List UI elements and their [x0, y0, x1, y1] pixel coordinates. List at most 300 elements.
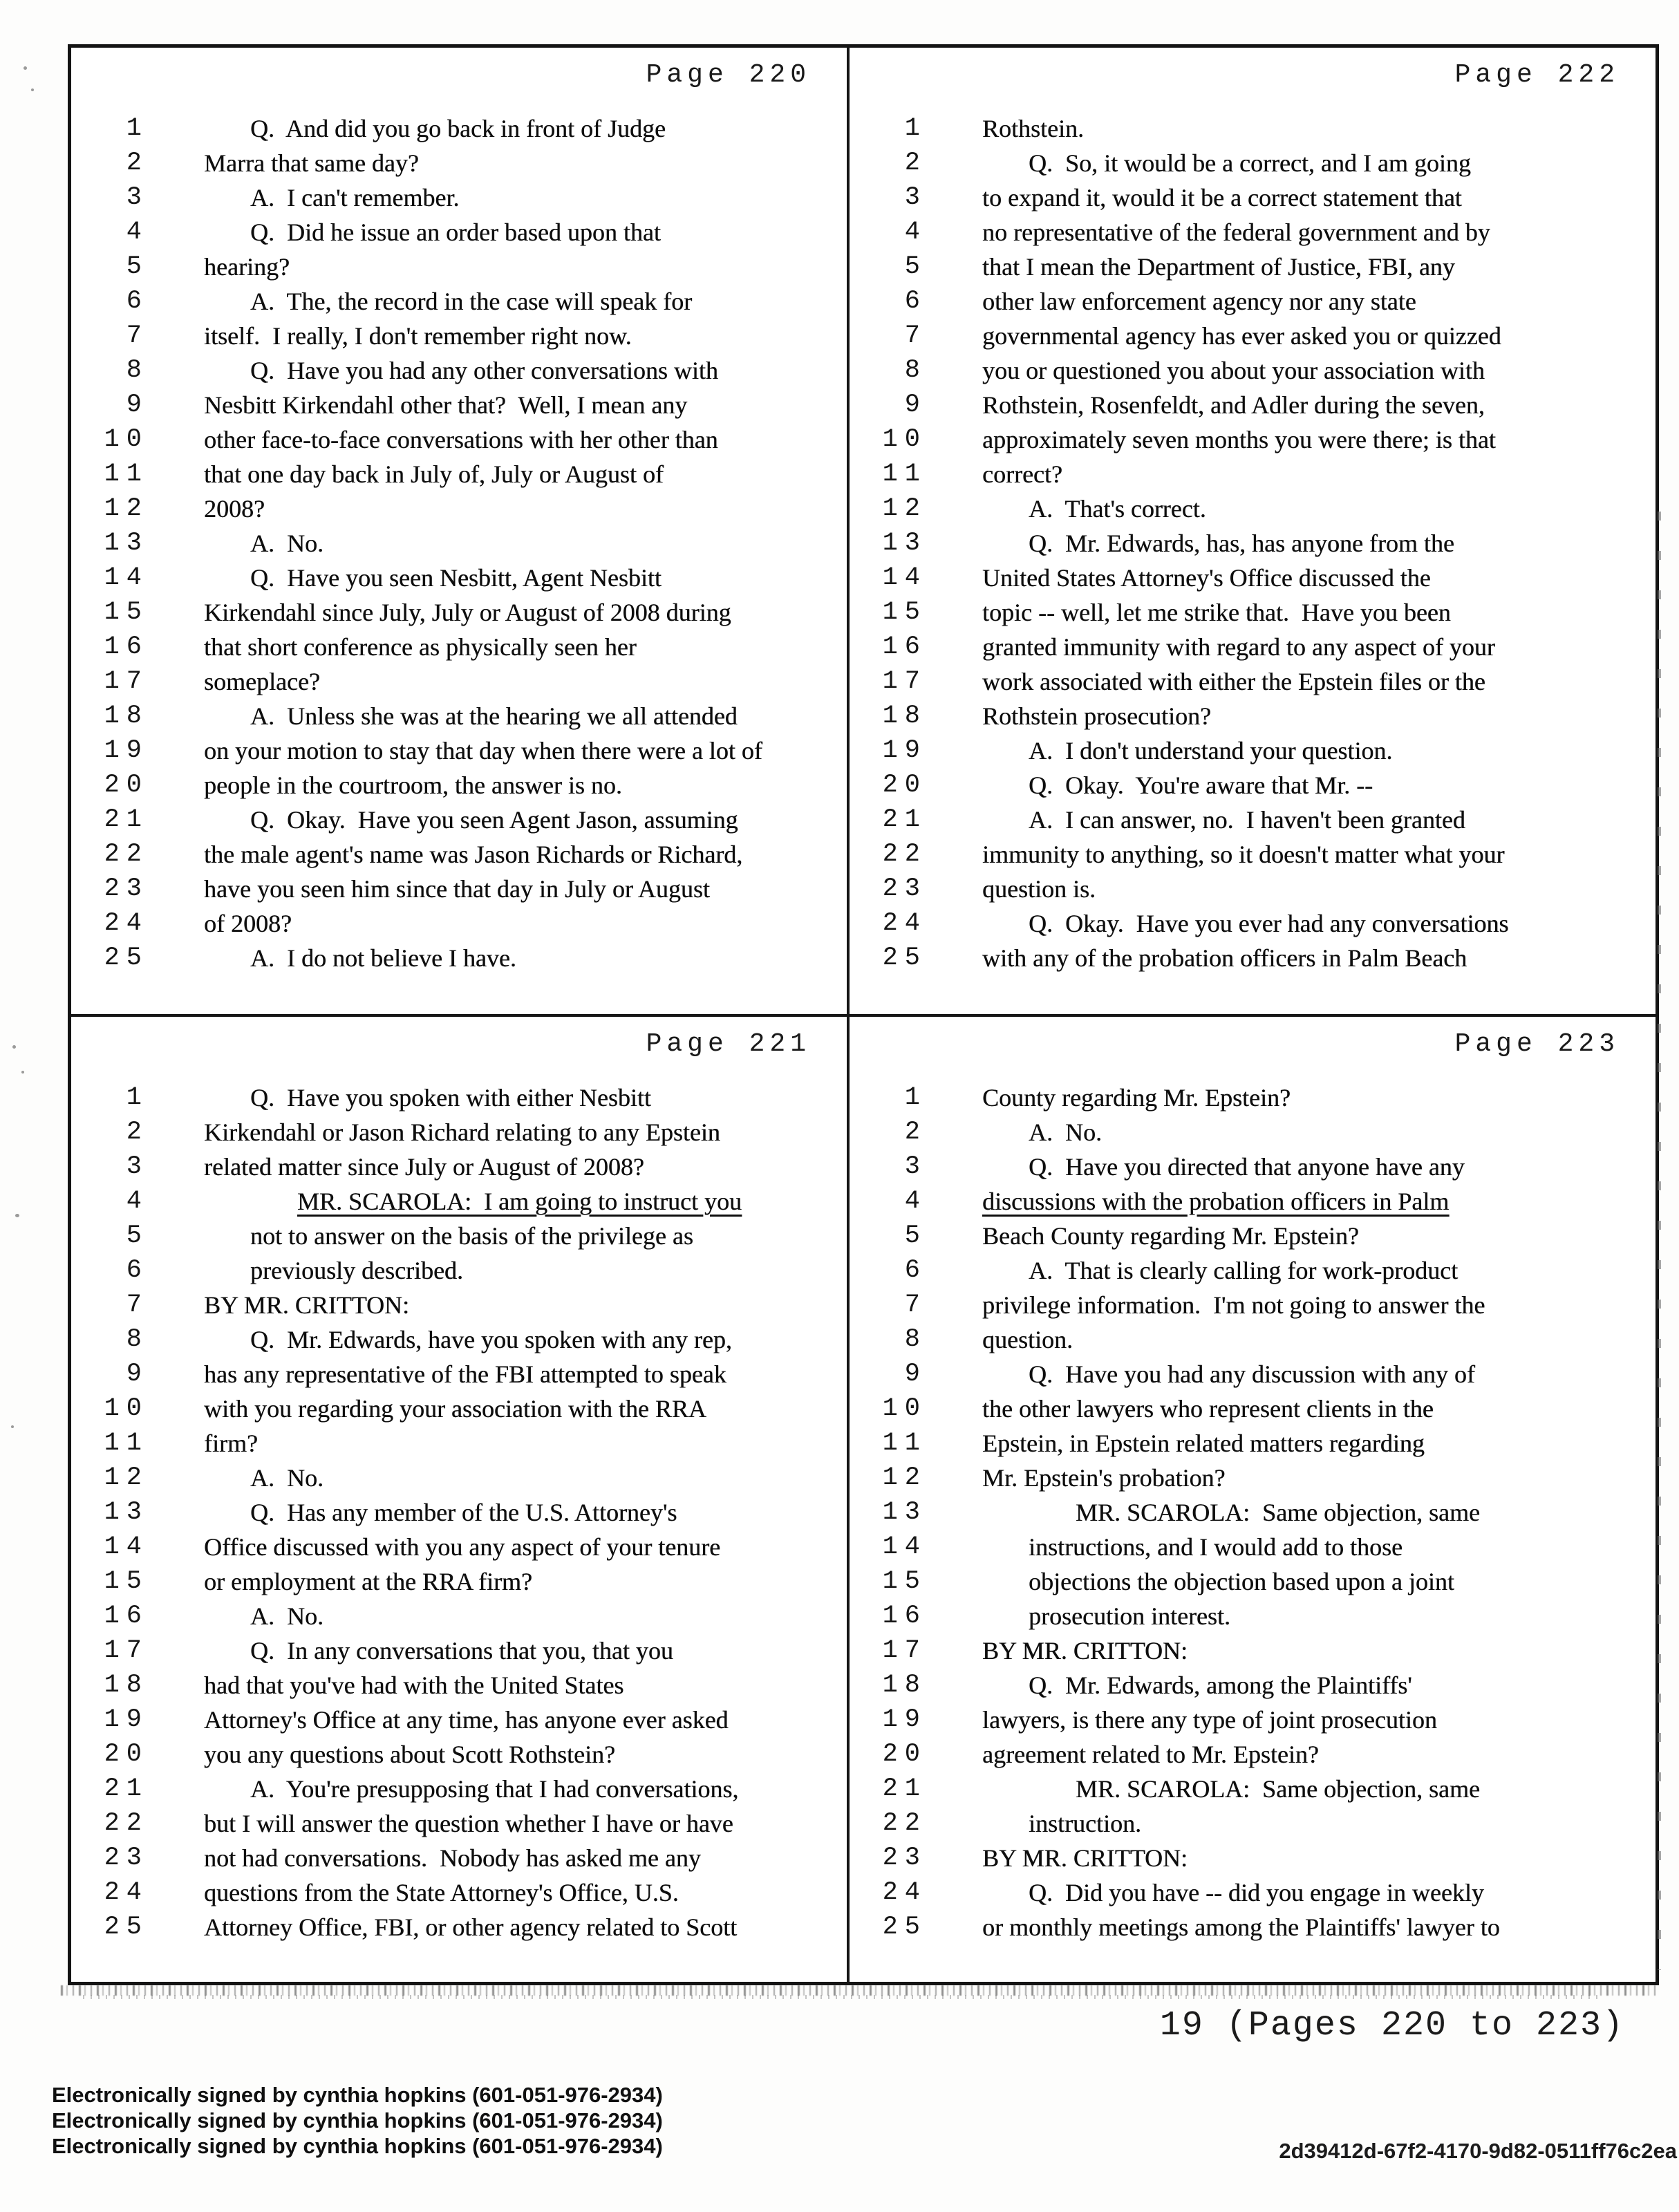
line-number: 24	[104, 909, 149, 938]
transcript-text: A. No.	[250, 1464, 323, 1492]
line-number: 21	[882, 1774, 927, 1803]
transcript-line	[850, 1184, 1655, 1219]
transcript-text: Mr. Epstein's probation?	[982, 1464, 1226, 1492]
line-number: 25	[882, 944, 927, 973]
transcript-text: objections the objection based upon a joint	[1029, 1568, 1454, 1595]
transcript-text: United States Attorney's Office discussed the	[982, 564, 1431, 592]
transcript-line	[71, 733, 847, 768]
transcript-line	[850, 1150, 1655, 1184]
line-number: 11	[882, 1429, 927, 1458]
transcript-line	[850, 803, 1655, 837]
line-number: 16	[882, 1602, 927, 1631]
scan-speck	[31, 88, 34, 91]
transcript-text: other law enforcement agency nor any state	[982, 288, 1416, 315]
transcript-line	[850, 250, 1655, 284]
transcript-line	[850, 1633, 1655, 1668]
line-number: 11	[882, 460, 927, 489]
line-number: 23	[882, 874, 927, 903]
line-number: 4	[904, 1187, 927, 1216]
line-number: 2	[126, 1118, 149, 1147]
line-number: 20	[104, 1740, 149, 1769]
transcript-line	[850, 595, 1655, 630]
transcript-text: Q. Have you seen Nesbitt, Agent Nesbitt	[250, 564, 662, 592]
line-number: 13	[882, 1498, 927, 1527]
line-number: 7	[126, 1291, 149, 1320]
transcript-line	[71, 1150, 847, 1184]
transcript-line	[850, 1772, 1655, 1806]
line-number: 3	[904, 1152, 927, 1181]
transcript-text: Rothstein, Rosenfeldt, and Adler during the seven,	[982, 391, 1485, 419]
line-number: 24	[104, 1878, 149, 1907]
transcript-text: Q. Has any member of the U.S. Attorney's	[250, 1499, 677, 1526]
transcript-line	[71, 630, 847, 664]
transcript-text: but I will answer the question whether I have or have	[204, 1810, 733, 1837]
transcript-text: A. No.	[1029, 1118, 1102, 1146]
transcript-line	[850, 1530, 1655, 1564]
line-number: 7	[904, 1291, 927, 1320]
transcript-line	[850, 526, 1655, 561]
transcript-line	[850, 1564, 1655, 1599]
transcript-text: Q. In any conversations that you, that you	[250, 1637, 673, 1665]
line-number: 7	[904, 321, 927, 350]
line-number: 9	[126, 1360, 149, 1389]
transcript-line	[850, 1668, 1655, 1703]
transcript-text: with any of the probation officers in Palm Beach	[982, 944, 1467, 972]
line-number: 23	[882, 1844, 927, 1873]
transcript-line	[71, 595, 847, 630]
transcript-line	[850, 1357, 1655, 1391]
transcript-text: of 2008?	[204, 910, 292, 937]
transcript-line	[71, 803, 847, 837]
transcript-line	[71, 1737, 847, 1772]
line-number: 17	[104, 667, 149, 696]
transcript-line	[71, 1599, 847, 1633]
transcript-page-220	[71, 48, 847, 1014]
transcript-text: on your motion to stay that day when there were a lot of	[204, 737, 762, 765]
transcript-line	[71, 1426, 847, 1461]
transcript-text: Q. Did he issue an order based upon that	[250, 218, 661, 246]
transcript-text: with you regarding your association with the RRA	[204, 1395, 706, 1423]
line-number: 16	[104, 632, 149, 662]
transcript-text: Epstein, in Epstein related matters regarding	[982, 1430, 1425, 1457]
transcript-line	[71, 1806, 847, 1841]
transcript-line	[71, 1530, 847, 1564]
transcript-line	[850, 1703, 1655, 1737]
transcript-text: Q. Okay. Have you seen Agent Jason, assuming	[250, 806, 738, 834]
page-header: Page 221	[646, 1029, 811, 1059]
line-number: 18	[104, 702, 149, 731]
transcript-line	[850, 319, 1655, 353]
transcript-line	[850, 768, 1655, 803]
transcript-line	[71, 941, 847, 975]
line-number: 8	[126, 356, 149, 385]
transcript-text: discussions with the probation officers in Palm	[982, 1188, 1450, 1215]
transcript-lines	[850, 111, 1655, 975]
line-number: 3	[904, 183, 927, 212]
line-number: 2	[904, 149, 927, 178]
line-number: 19	[882, 736, 927, 765]
transcript-line	[850, 941, 1655, 975]
line-number: 22	[882, 1809, 927, 1838]
line-number: 19	[882, 1705, 927, 1734]
line-number: 6	[126, 1256, 149, 1285]
transcript-line	[71, 906, 847, 941]
scan-noise-band	[61, 1985, 1659, 1996]
transcript-text: you any questions about Scott Rothstein?	[204, 1741, 615, 1768]
signature-line: Electronically signed by cynthia hopkins (601-051-976-2934)	[52, 2083, 663, 2107]
transcript-text: Q. Have you had any discussion with any of	[1029, 1360, 1475, 1388]
line-number: 21	[104, 1774, 149, 1803]
transcript-text: A. That's correct.	[1029, 495, 1206, 523]
line-number: 8	[126, 1325, 149, 1354]
transcript-line	[71, 872, 847, 906]
transcript-text: the male agent's name was Jason Richards or Richard,	[204, 841, 743, 868]
transcript-text: Rothstein prosecution?	[982, 702, 1211, 730]
transcript-line	[850, 1841, 1655, 1875]
scan-edge-artifact	[1658, 512, 1661, 1970]
line-number: 1	[904, 1083, 927, 1112]
transcript-text: firm?	[204, 1430, 258, 1457]
line-number: 20	[882, 1740, 927, 1769]
transcript-text: Q. Mr. Edwards, have you spoken with any rep,	[250, 1326, 732, 1353]
scan-speck	[21, 1071, 24, 1074]
line-number: 24	[882, 1878, 927, 1907]
line-number: 1	[904, 114, 927, 143]
scan-speck	[11, 1425, 14, 1428]
line-number: 9	[126, 391, 149, 420]
transcript-text: or monthly meetings among the Plaintiffs' lawyer to	[982, 1913, 1500, 1941]
transcript-page-223	[850, 1017, 1655, 1979]
line-number: 4	[904, 218, 927, 247]
line-number: 12	[882, 1463, 927, 1492]
transcript-text: A. That is clearly calling for work-product	[1029, 1257, 1458, 1284]
transcript-text: agreement related to Mr. Epstein?	[982, 1741, 1319, 1768]
line-number: 7	[126, 321, 149, 350]
line-number: 9	[904, 1360, 927, 1389]
transcript-line	[71, 1357, 847, 1391]
transcript-text: questions from the State Attorney's Office, U.S.	[204, 1879, 679, 1906]
transcript-line	[71, 284, 847, 319]
transcript-line	[71, 1288, 847, 1322]
transcript-text: previously described.	[250, 1257, 463, 1284]
transcript-text: Kirkendahl or Jason Richard relating to any Epstein	[204, 1118, 720, 1146]
line-number: 1	[126, 114, 149, 143]
transcript-text: Beach County regarding Mr. Epstein?	[982, 1222, 1359, 1250]
line-number: 25	[104, 1913, 149, 1942]
transcript-text: related matter since July or August of 2008?	[204, 1153, 644, 1181]
line-number: 6	[904, 1256, 927, 1285]
transcript-line	[71, 146, 847, 180]
line-number: 1	[126, 1083, 149, 1112]
transcript-text: approximately seven months you were there; is that	[982, 426, 1496, 453]
line-number: 18	[882, 1671, 927, 1700]
transcript-text: Q. Have you spoken with either Nesbitt	[250, 1084, 651, 1112]
transcript-text: topic -- well, let me strike that. Have you been	[982, 599, 1451, 626]
transcript-line	[850, 664, 1655, 699]
line-number: 9	[904, 391, 927, 420]
transcript-text: privilege information. I'm not going to answer the	[982, 1291, 1485, 1319]
transcript-text: BY MR. CRITTON:	[982, 1637, 1188, 1665]
transcript-line	[850, 1737, 1655, 1772]
transcript-text: A. No.	[250, 529, 323, 557]
transcript-line	[850, 1495, 1655, 1530]
transcript-line	[850, 1253, 1655, 1288]
transcript-line	[850, 1875, 1655, 1910]
transcript-line	[71, 1564, 847, 1599]
transcript-text: Q. Did you have -- did you engage in weekly	[1029, 1879, 1484, 1906]
line-number: 13	[104, 1498, 149, 1527]
line-number: 25	[104, 944, 149, 973]
transcript-line	[850, 1288, 1655, 1322]
transcript-text: someplace?	[204, 668, 320, 695]
line-number: 2	[126, 149, 149, 178]
transcript-line	[71, 491, 847, 526]
line-number: 14	[104, 563, 149, 592]
line-number: 10	[104, 425, 149, 454]
transcript-text: that one day back in July of, July or August of	[204, 460, 664, 488]
transcript-text: instruction.	[1029, 1810, 1141, 1837]
transcript-line	[71, 422, 847, 457]
transcript-text: or employment at the RRA firm?	[204, 1568, 532, 1595]
transcript-line	[850, 906, 1655, 941]
transcript-text: Q. Mr. Edwards, among the Plaintiffs'	[1029, 1671, 1412, 1699]
transcript-text: MR. SCAROLA: Same objection, same	[1076, 1499, 1480, 1526]
transcript-line	[850, 388, 1655, 422]
transcript-lines	[850, 1080, 1655, 1944]
signature-line: Electronically signed by cynthia hopkins (601-051-976-2934)	[52, 2108, 663, 2133]
transcript-line	[850, 733, 1655, 768]
line-number: 14	[882, 563, 927, 592]
line-number: 2	[904, 1118, 927, 1147]
transcript-text: Office discussed with you any aspect of your tenure	[204, 1533, 721, 1561]
transcript-text: itself. I really, I don't remember right now.	[204, 322, 632, 350]
transcript-text: work associated with either the Epstein files or the	[982, 668, 1485, 695]
transcript-line	[71, 1495, 847, 1530]
transcript-text: Q. So, it would be a correct, and I am going	[1029, 149, 1471, 177]
line-number: 17	[882, 667, 927, 696]
transcript-page-222	[850, 48, 1655, 1014]
transcript-line	[850, 1219, 1655, 1253]
line-number: 5	[904, 252, 927, 281]
line-number: 3	[126, 1152, 149, 1181]
line-number: 22	[882, 840, 927, 869]
line-number: 13	[882, 529, 927, 558]
footer-page-range: 19 (Pages 220 to 223)	[1159, 2006, 1624, 2045]
transcript-line	[850, 1115, 1655, 1150]
line-number: 15	[104, 1567, 149, 1596]
transcript-line	[850, 872, 1655, 906]
line-number: 14	[882, 1533, 927, 1562]
transcript-line	[71, 250, 847, 284]
transcript-line	[71, 215, 847, 250]
transcript-line	[71, 388, 847, 422]
transcript-text: Rothstein.	[982, 115, 1085, 142]
transcript-text: Q. Have you had any other conversations with	[250, 357, 718, 384]
transcript-line	[71, 1461, 847, 1495]
transcript-line	[850, 215, 1655, 250]
transcript-line	[850, 111, 1655, 146]
transcript-text: Marra that same day?	[204, 149, 419, 177]
transcript-line	[850, 630, 1655, 664]
transcript-line	[71, 1703, 847, 1737]
line-number: 5	[126, 1221, 149, 1250]
transcript-line	[71, 353, 847, 388]
line-number: 19	[104, 1705, 149, 1734]
scan-speck	[12, 1045, 16, 1049]
signature-block	[52, 2082, 663, 2159]
transcript-line	[850, 1322, 1655, 1357]
page-header: Page 222	[1454, 60, 1620, 90]
transcript-text: A. The, the record in the case will speak for	[250, 288, 693, 315]
scan-noise-band	[83, 1995, 1604, 1999]
line-number: 22	[104, 840, 149, 869]
transcript-line	[850, 422, 1655, 457]
transcript-line	[850, 457, 1655, 491]
transcript-line	[850, 1426, 1655, 1461]
transcript-text: you or questioned you about your association with	[982, 357, 1485, 384]
transcript-text: question is.	[982, 875, 1096, 903]
transcript-line	[71, 1322, 847, 1357]
transcript-line	[71, 1219, 847, 1253]
transcript-line	[850, 146, 1655, 180]
line-number: 20	[104, 771, 149, 800]
transcript-text: the other lawyers who represent clients in the	[982, 1395, 1434, 1423]
transcript-text: has any representative of the FBI attempted to speak	[204, 1360, 726, 1388]
transcript-line	[850, 180, 1655, 215]
transcript-text: no representative of the federal government and by	[982, 218, 1490, 246]
transcript-line	[71, 1841, 847, 1875]
transcript-text: that I mean the Department of Justice, FBI, any	[982, 253, 1455, 281]
transcript-page-221	[71, 1017, 847, 1979]
transcript-text: MR. SCAROLA: Same objection, same	[1076, 1775, 1480, 1803]
transcript-text: people in the courtroom, the answer is no.	[204, 771, 622, 799]
transcript-line	[71, 1253, 847, 1288]
transcript-text: Q. Mr. Edwards, has, has anyone from the	[1029, 529, 1454, 557]
scan-speck	[24, 66, 27, 70]
transcript-line	[850, 353, 1655, 388]
line-number: 12	[882, 494, 927, 523]
transcript-text: instructions, and I would add to those	[1029, 1533, 1403, 1561]
transcript-line	[850, 491, 1655, 526]
line-number: 21	[104, 805, 149, 834]
transcript-line	[850, 1806, 1655, 1841]
transcript-line	[850, 1080, 1655, 1115]
line-number: 8	[904, 356, 927, 385]
line-number: 22	[104, 1809, 149, 1838]
transcript-text: governmental agency has ever asked you or quizzed	[982, 322, 1501, 350]
line-number: 15	[882, 1567, 927, 1596]
transcript-line	[71, 1875, 847, 1910]
line-number: 10	[882, 1394, 927, 1423]
line-number: 18	[882, 702, 927, 731]
transcript-line	[850, 1391, 1655, 1426]
transcript-line	[71, 768, 847, 803]
transcript-text: to expand it, would it be a correct statement that	[982, 184, 1462, 212]
transcript-text: prosecution interest.	[1029, 1602, 1230, 1630]
transcript-text: hearing?	[204, 253, 290, 281]
transcript-line	[850, 699, 1655, 733]
page-header: Page 220	[646, 60, 811, 90]
transcript-text: lawyers, is there any type of joint prosecution	[982, 1706, 1437, 1734]
transcript-text: correct?	[982, 460, 1062, 488]
line-number: 4	[126, 1187, 149, 1216]
transcript-line	[71, 1772, 847, 1806]
line-number: 13	[104, 529, 149, 558]
transcript-line	[71, 664, 847, 699]
transcript-line	[71, 837, 847, 872]
line-number: 8	[904, 1325, 927, 1354]
line-number: 5	[904, 1221, 927, 1250]
line-number: 16	[104, 1602, 149, 1631]
page-header: Page 223	[1454, 1029, 1620, 1059]
line-number: 10	[104, 1394, 149, 1423]
transcript-line	[71, 526, 847, 561]
transcript-text: 2008?	[204, 495, 265, 523]
line-number: 14	[104, 1533, 149, 1562]
transcript-line	[71, 561, 847, 595]
line-number: 15	[882, 598, 927, 627]
transcript-line	[850, 1599, 1655, 1633]
line-number: 5	[126, 252, 149, 281]
transcript-line	[71, 1668, 847, 1703]
line-number: 25	[882, 1913, 927, 1942]
transcript-text: immunity to anything, so it doesn't matter what your	[982, 841, 1505, 868]
line-number: 12	[104, 494, 149, 523]
transcript-sheet	[68, 44, 1659, 1985]
transcript-text: Attorney Office, FBI, or other agency related to Scott	[204, 1913, 738, 1941]
transcript-text: A. I can answer, no. I haven't been granted	[1029, 806, 1465, 834]
transcript-text: Nesbitt Kirkendahl other that? Well, I mean any	[204, 391, 688, 419]
transcript-line	[71, 457, 847, 491]
transcript-text: Q. Okay. Have you ever had any conversations	[1029, 910, 1509, 937]
transcript-line	[850, 561, 1655, 595]
transcript-line	[71, 319, 847, 353]
transcript-text: A. I don't understand your question.	[1029, 737, 1393, 765]
transcript-text: A. I do not believe I have.	[250, 944, 516, 972]
transcript-line	[71, 1910, 847, 1944]
transcript-text: BY MR. CRITTON:	[204, 1291, 410, 1319]
transcript-line	[850, 1461, 1655, 1495]
line-number: 10	[882, 425, 927, 454]
transcript-text: Kirkendahl since July, July or August of 2008 during	[204, 599, 731, 626]
transcript-text: not had conversations. Nobody has asked me any	[204, 1844, 701, 1872]
line-number: 6	[904, 287, 927, 316]
line-number: 6	[126, 287, 149, 316]
line-number: 4	[126, 218, 149, 247]
transcript-text: question.	[982, 1326, 1073, 1353]
transcript-text: Q. Okay. You're aware that Mr. --	[1029, 771, 1373, 799]
line-number: 20	[882, 771, 927, 800]
transcript-text: other face-to-face conversations with her other than	[204, 426, 718, 453]
line-number: 24	[882, 909, 927, 938]
line-number: 11	[104, 460, 149, 489]
line-number: 11	[104, 1429, 149, 1458]
transcript-text: Q. And did you go back in front of Judge	[250, 115, 666, 142]
transcript-text: have you seen him since that day in July or August	[204, 875, 710, 903]
scan-speck	[15, 1214, 19, 1217]
line-number: 17	[882, 1636, 927, 1665]
transcript-text: MR. SCAROLA: I am going to instruct you	[297, 1188, 742, 1215]
transcript-lines	[71, 1080, 847, 1944]
transcript-text: A. You're presupposing that I had conversations,	[250, 1775, 739, 1803]
transcript-text: County regarding Mr. Epstein?	[982, 1084, 1291, 1112]
transcript-text: not to answer on the basis of the privilege as	[250, 1222, 693, 1250]
line-number: 19	[104, 736, 149, 765]
transcript-line	[850, 284, 1655, 319]
transcript-line	[71, 180, 847, 215]
line-number: 16	[882, 632, 927, 662]
transcript-line	[71, 699, 847, 733]
